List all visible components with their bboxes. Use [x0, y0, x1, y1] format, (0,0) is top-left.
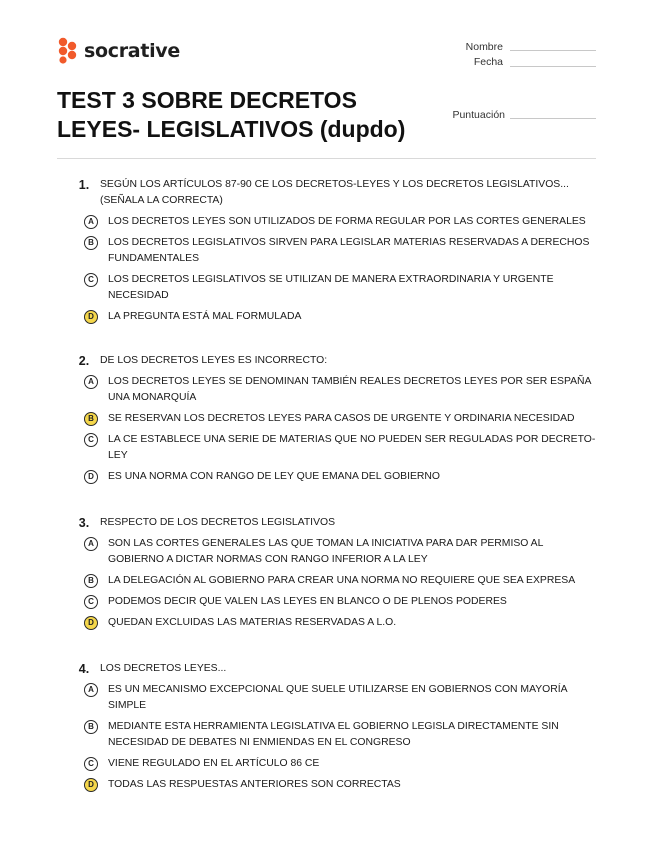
- option-text: ES UN MECANISMO EXCEPCIONAL QUE SUELE UTILIZARSE EN GOBIERNOS CON MAYORÍA SIMPLE: [108, 684, 568, 711]
- option-c[interactable]: [84, 756, 596, 772]
- option-text: QUEDAN EXCLUIDAS LAS MATERIAS RESERVADAS A L.O.: [108, 617, 397, 628]
- option-text: LOS DECRETOS LEGISLATIVOS SIRVEN PARA LEGISLAR MATERIAS RESERVADAS A DERECHOS FUNDAMENTALES: [108, 237, 590, 264]
- question-text: SEGÚN LOS ARTÍCULOS 87-90 CE LOS DECRETOS-LEYES Y LOS DECRETOS LEGISLATIVOS...(SEÑALA LA CORRECTA): [100, 179, 569, 206]
- question-number: 2.: [78, 354, 90, 368]
- option-letter-badge: C: [84, 595, 98, 609]
- option-letter-badge: A: [84, 215, 98, 229]
- option-letter-badge: D: [84, 470, 98, 484]
- option-a[interactable]: [84, 536, 596, 568]
- option-c[interactable]: [84, 272, 596, 304]
- option-text: ES UNA NORMA CON RANGO DE LEY QUE EMANA DEL GOBIERNO: [108, 471, 440, 482]
- option-d[interactable]: [84, 777, 596, 793]
- option-d[interactable]: [84, 309, 596, 325]
- quiz-title: TEST 3 SOBRE DECRETOS LEYES- LEGISLATIVOS (dupdo): [57, 87, 406, 142]
- option-letter-badge: C: [84, 757, 98, 771]
- option-text: LOS DECRETOS LEYES SON UTILIZADOS DE FORMA REGULAR POR LAS CORTES GENERALES: [108, 216, 586, 227]
- option-letter-badge: B: [84, 720, 98, 734]
- option-letter-badge: C: [84, 273, 98, 287]
- option-text: SE RESERVAN LOS DECRETOS LEYES PARA CASOS DE URGENTE Y ORDINARIA NECESIDAD: [108, 413, 575, 424]
- name-label: Nombre: [465, 41, 503, 53]
- option-text: MEDIANTE ESTA HERRAMIENTA LEGISLATIVA EL GOBIERNO LEGISLA DIRECTAMENTE SIN NECESIDAD DE DEBATES NI ENMIENDAS EN EL CONGRESO: [108, 721, 559, 748]
- name-field-line[interactable]: [510, 50, 596, 51]
- option-b[interactable]: [84, 573, 596, 589]
- option-d[interactable]: [84, 469, 596, 485]
- option-letter-badge: A: [84, 683, 98, 697]
- question-number: 1.: [78, 178, 90, 192]
- header-divider: [57, 158, 596, 159]
- socrative-logo: [57, 37, 180, 64]
- option-letter-badge: B: [84, 574, 98, 588]
- option-letter-badge: B: [84, 236, 98, 250]
- option-letter-badge: A: [84, 375, 98, 389]
- option-letter-badge: A: [84, 537, 98, 551]
- socrative-logo-icon: [57, 37, 78, 64]
- score-label: Puntuación: [452, 109, 505, 121]
- question-number: 3.: [78, 516, 90, 530]
- brand-name: socrative: [84, 39, 180, 62]
- option-text: PODEMOS DECIR QUE VALEN LAS LEYES EN BLANCO O DE PLENOS PODERES: [108, 596, 507, 607]
- question-text: LOS DECRETOS LEYES...: [100, 663, 227, 674]
- option-d[interactable]: [84, 615, 596, 631]
- option-b[interactable]: [84, 411, 596, 427]
- option-c[interactable]: [84, 432, 596, 464]
- question-4: [78, 661, 596, 793]
- question-number: 4.: [78, 662, 90, 676]
- date-label: Fecha: [473, 56, 503, 68]
- option-text: SON LAS CORTES GENERALES LAS QUE TOMAN LA INICIATIVA PARA DAR PERMISO AL GOBIERNO A DICTAR NORMAS CON RANGO INFERIOR A LA LEY: [108, 538, 543, 565]
- option-b[interactable]: [84, 719, 596, 751]
- question-text: RESPECTO DE LOS DECRETOS LEGISLATIVOS: [100, 517, 336, 528]
- question-3: [78, 515, 596, 631]
- option-a[interactable]: [84, 374, 596, 406]
- option-a[interactable]: [84, 214, 596, 230]
- option-letter-badge: C: [84, 433, 98, 447]
- correct-option-badge: B: [84, 412, 98, 426]
- date-field-line[interactable]: [510, 66, 596, 67]
- question-2: [78, 353, 596, 485]
- option-text: LA PREGUNTA ESTÁ MAL FORMULADA: [108, 311, 302, 322]
- option-text: TODAS LAS RESPUESTAS ANTERIORES SON CORRECTAS: [108, 779, 401, 790]
- option-text: LA CE ESTABLECE UNA SERIE DE MATERIAS QUE NO PUEDEN SER REGULADAS POR DECRETO-LEY: [108, 434, 596, 461]
- option-c[interactable]: [84, 594, 596, 610]
- option-text: VIENE REGULADO EN EL ARTÍCULO 86 CE: [108, 758, 320, 769]
- option-text: LOS DECRETOS LEGISLATIVOS SE UTILIZAN DE MANERA EXTRAORDINARIA Y URGENTE NECESIDAD: [108, 274, 554, 301]
- correct-option-badge: D: [84, 310, 98, 324]
- correct-option-badge: D: [84, 778, 98, 792]
- question-text: DE LOS DECRETOS LEYES ES INCORRECTO:: [100, 355, 328, 366]
- correct-option-badge: D: [84, 616, 98, 630]
- option-a[interactable]: [84, 682, 596, 714]
- option-text: LOS DECRETOS LEYES SE DENOMINAN TAMBIÉN REALES DECRETOS LEYES POR SER ESPAÑA UNA MONARQUÍA: [108, 376, 591, 403]
- option-b[interactable]: [84, 235, 596, 267]
- question-1: [78, 177, 596, 325]
- option-text: LA DELEGACIÓN AL GOBIERNO PARA CREAR UNA NORMA NO REQUIERE QUE SEA EXPRESA: [108, 575, 576, 586]
- score-field-line[interactable]: [510, 118, 596, 119]
